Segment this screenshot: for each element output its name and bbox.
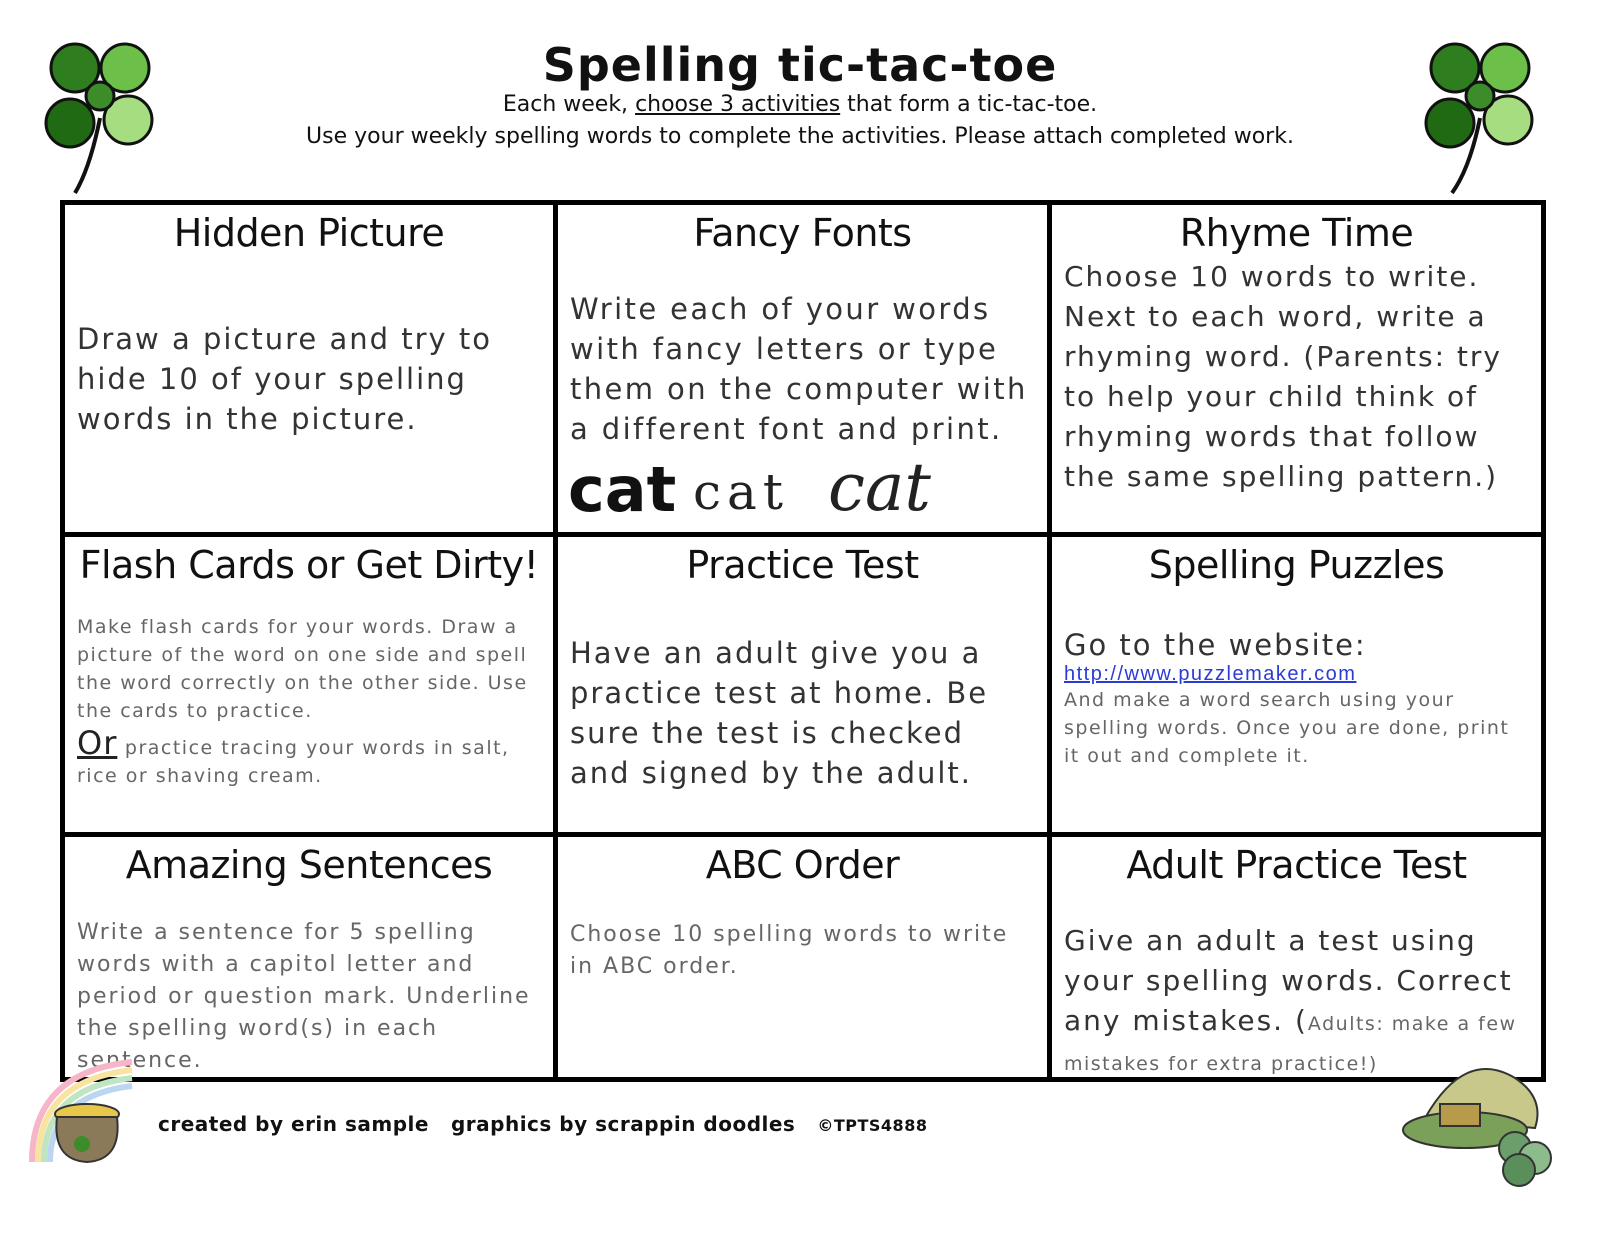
instructions-line-1: Each week, choose 3 activities that form a tic-tac-toe. — [502, 92, 1098, 117]
cell-title: Fancy Fonts — [693, 211, 912, 255]
leprechaun-hat-icon — [1395, 1038, 1565, 1188]
cell-hidden-picture — [65, 205, 558, 537]
cell-text-2: And make a word search using your spelling words. Once you are done, print it out and complete it. — [1064, 689, 1510, 767]
cell-practice-test — [558, 537, 1052, 837]
graphics-credit: graphics by scrappin doodles — [450, 1112, 796, 1136]
cell-title: Rhyme Time — [1179, 211, 1414, 255]
font-sample-bold: cat — [568, 453, 677, 526]
cell-title: Flash Cards or Get Dirty! — [79, 543, 539, 587]
cell-title: Adult Practice Test — [1126, 843, 1467, 887]
cell-text: Write each of your words with fancy letters or type them on the computer with a different font and print. — [570, 292, 1028, 446]
cell-spelling-puzzles — [1052, 537, 1541, 837]
instructions-line-2: Use your weekly spelling words to complete the activities. Please attach completed work. — [306, 124, 1294, 149]
cell-text: Give an adult a test using your spelling words. Correct any mistakes. (Adults: make a few mistakes for extra practice!) — [1064, 924, 1517, 1075]
cell-title: Practice Test — [686, 543, 919, 587]
tic-tac-toe-board — [60, 200, 1546, 1082]
pot-of-gold-icon — [22, 1052, 137, 1167]
cell-text: Make flash cards for your words. Draw a picture of the word on one side and spell the word correctly on the other side. Use the cards to practice. — [77, 616, 528, 722]
cell-amazing-sentences — [65, 837, 558, 1077]
page-title: Spelling tic-tac-toe — [542, 38, 1058, 92]
cell-flash-cards — [65, 537, 558, 837]
cell-rhyme-time — [1052, 205, 1541, 537]
font-sample-thin: cat — [693, 463, 789, 521]
creator-credit: created by erin sample — [158, 1112, 429, 1136]
cell-abc-order — [558, 837, 1052, 1077]
cell-text: Have an adult give you a practice test at home. Be sure the test is checked and signed by the adult. — [570, 636, 989, 790]
cell-title: Amazing Sentences — [125, 843, 493, 887]
cell-text: Draw a picture and try to hide 10 of your spelling words in the picture. — [77, 322, 493, 436]
cell-text: Choose 10 words to write. Next to each word, write a rhyming word. (Parents: try to help your child think of rhyming words that follow the same spelling pattern.) — [1064, 260, 1502, 493]
cell-text: Write a sentence for 5 spelling words with a capitol letter and period or question mark. Underline the spelling word(s) in each sentence. — [77, 920, 531, 1073]
footer-credits — [158, 1112, 949, 1136]
cell-title: Hidden Picture — [173, 211, 445, 255]
font-sample-script: cat — [828, 449, 931, 526]
cell-text: Choose 10 spelling words to write in ABC order. — [570, 922, 1009, 979]
cell-fancy-fonts — [558, 205, 1052, 537]
cell-title: Spelling Puzzles — [1148, 543, 1445, 587]
tpt-credit: ©TPTS4888 — [817, 1116, 928, 1135]
cell-text-alt: Or practice tracing your words in salt, rice or shaving cream. — [77, 724, 510, 787]
cell-text: Go to the website: — [1064, 628, 1367, 662]
puzzlemaker-link[interactable]: http://www.puzzlemaker.com — [1064, 663, 1357, 685]
cell-title: ABC Order — [705, 843, 900, 887]
